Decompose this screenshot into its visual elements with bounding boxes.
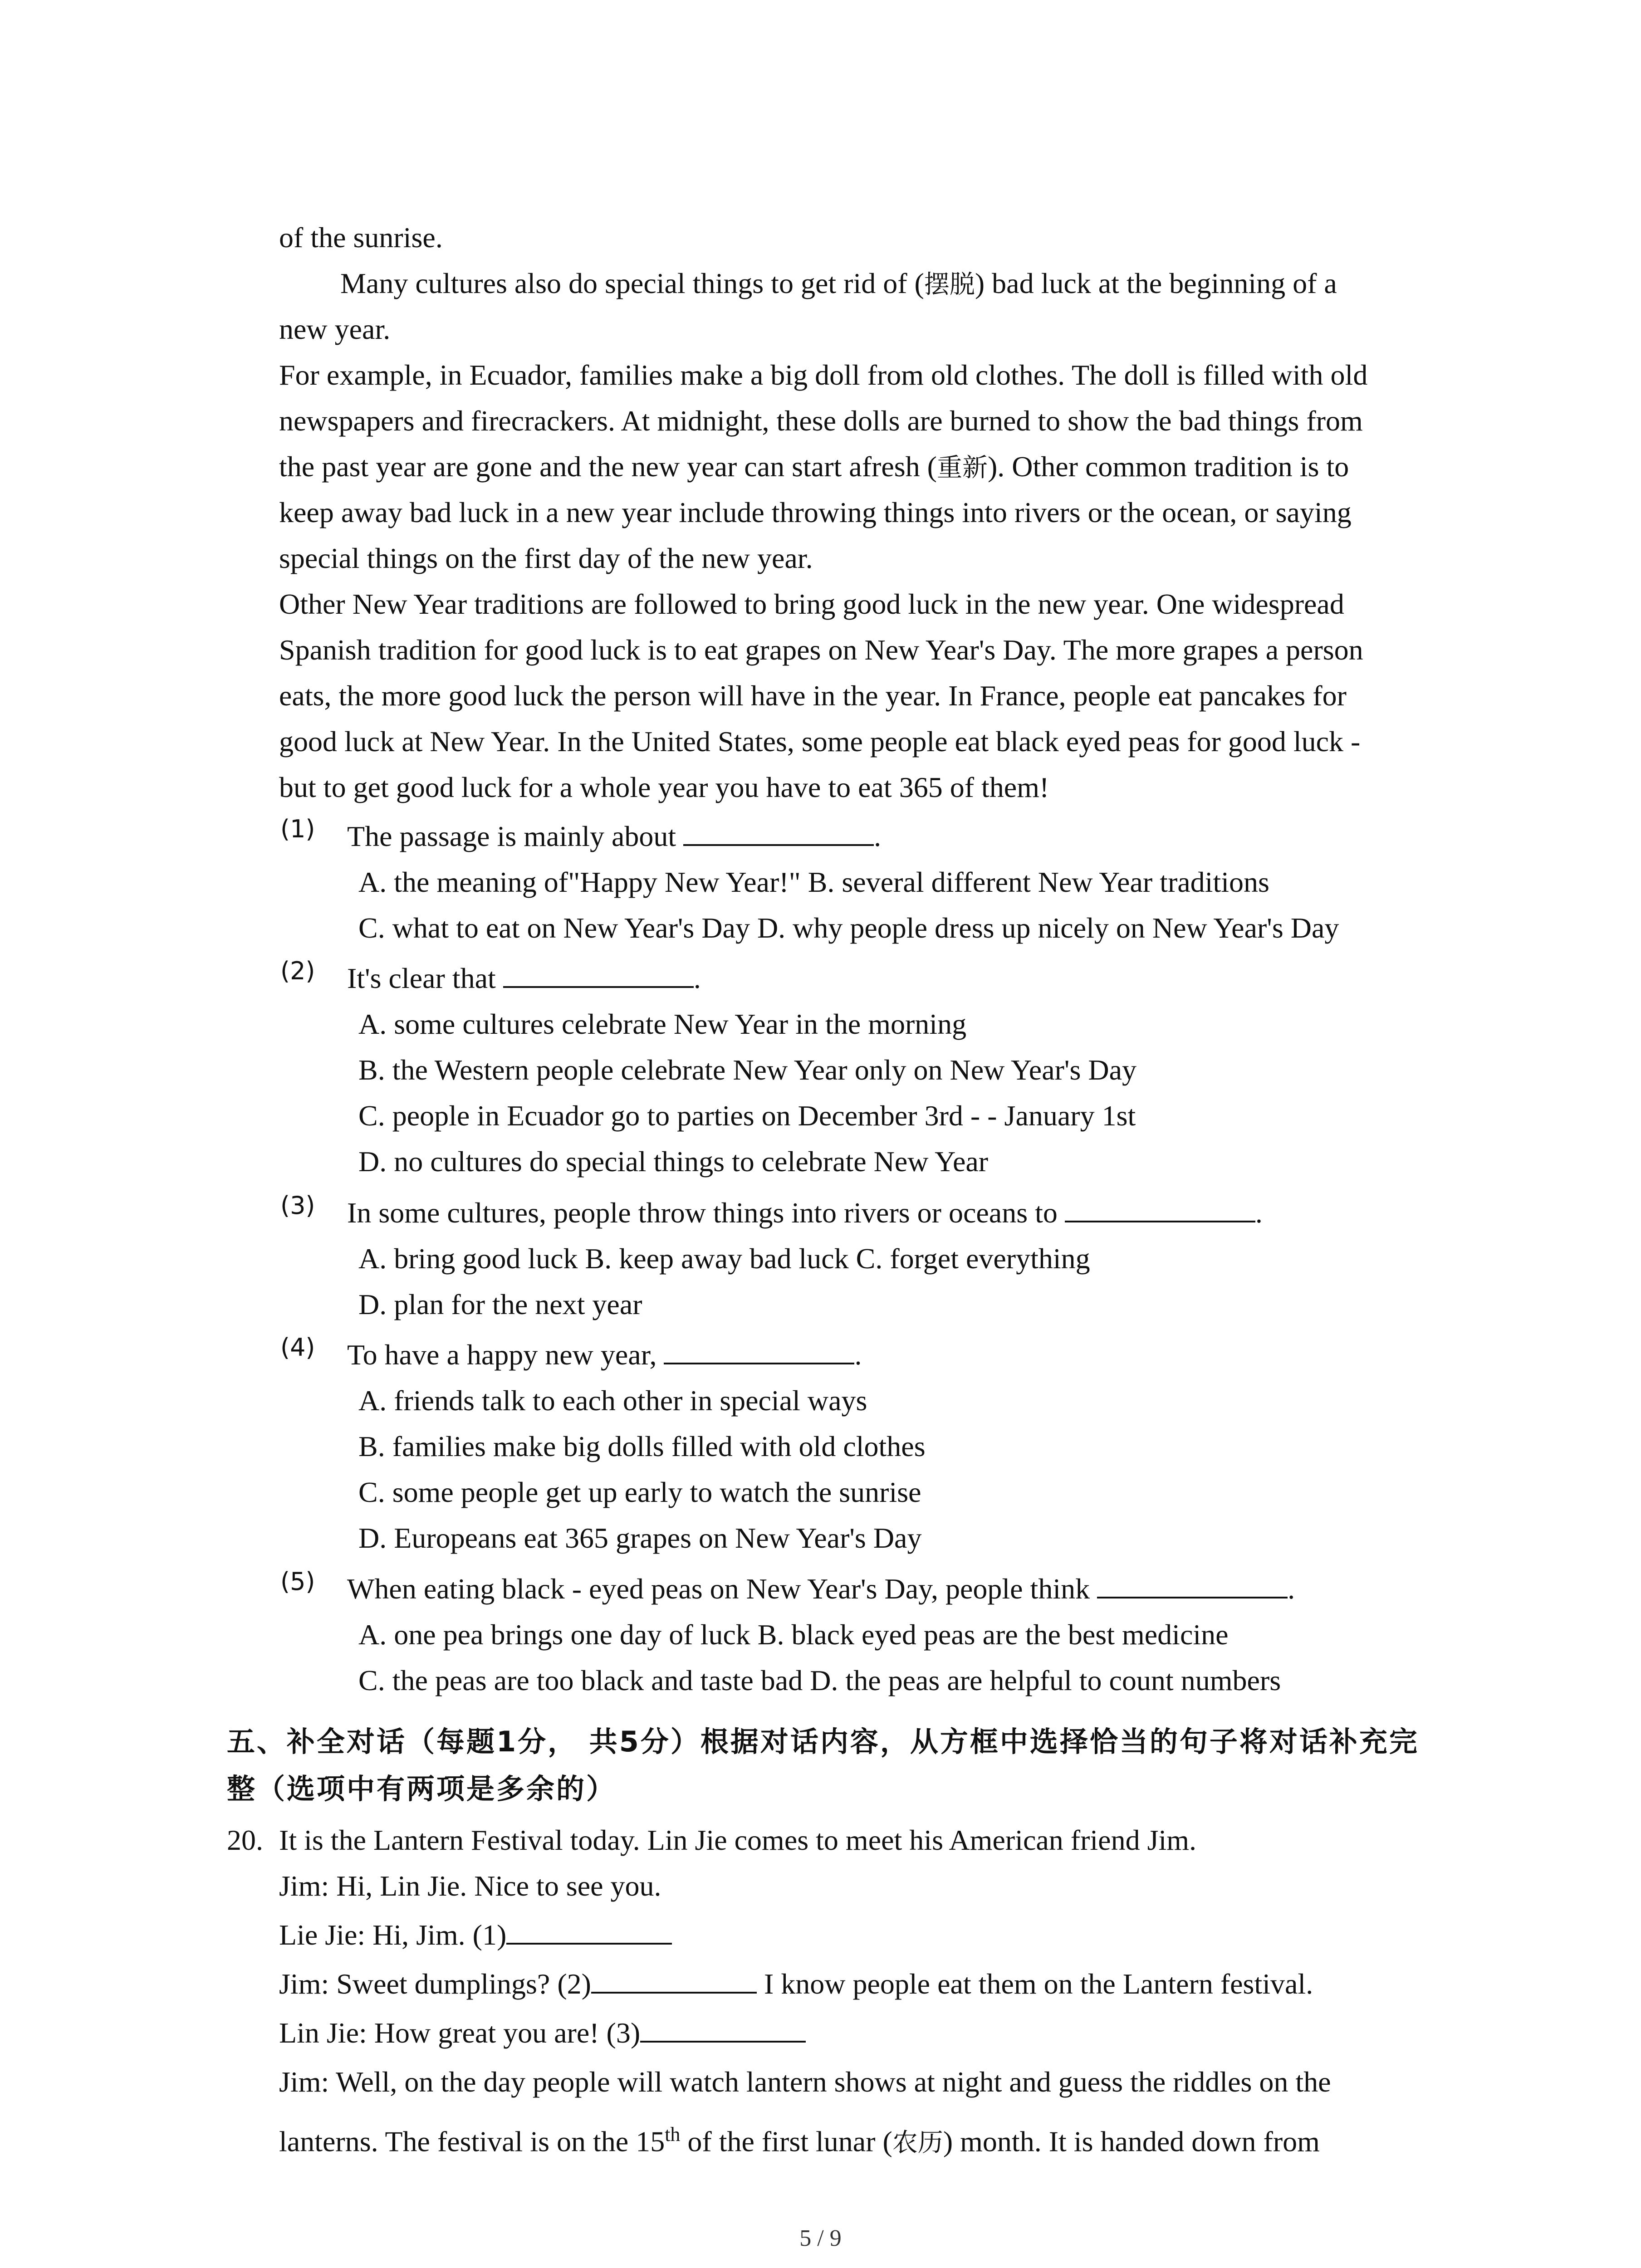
passage-line: keep away bad luck in a new year include throwing things into rivers or the ocean, or saying <box>279 496 1352 528</box>
passage-line: Spanish tradition for good luck is to eat grapes on New Year's Day. The more grapes a person <box>279 634 1363 666</box>
passage-line: Many cultures also do special things to get rid of (摆脱) bad luck at the beginning of a <box>340 267 1337 299</box>
option-line: A. some cultures celebrate New Year in the morning <box>358 1008 967 1040</box>
passage-line: eats, the more good luck the person will have in the year. In France, people eat pancakes for <box>279 679 1347 712</box>
answer-blank[interactable] <box>640 2014 806 2043</box>
passage-line: newspapers and firecrackers. At midnight, these dolls are burned to show the bad things from <box>279 405 1363 437</box>
question-stem: In some cultures, people throw things into rivers or oceans to . <box>347 1190 1263 1236</box>
passage-line: of the sunrise. <box>279 221 443 254</box>
answer-blank[interactable] <box>1065 1194 1255 1222</box>
answer-blank[interactable] <box>1097 1570 1288 1598</box>
passage-line: For example, in Ecuador, families make a big doll from old clothes. The doll is filled with old <box>279 359 1368 391</box>
dialogue-line: Jim: Well, on the day people will watch lantern shows at night and guess the riddles on the <box>279 2066 1331 2098</box>
question-number: (1) <box>280 815 315 843</box>
dialogue-line: lanterns. The festival is on the 15th of the first lunar (农历) month. It is handed down from <box>279 2123 1320 2158</box>
section-heading: 整（选项中有两项是多余的） <box>227 1772 617 1805</box>
page-number: 5 / 9 <box>799 2225 842 2251</box>
question-number: (2) <box>280 957 315 985</box>
answer-blank[interactable] <box>503 960 694 988</box>
option-line: B. the Western people celebrate New Year only on New Year's Day <box>358 1054 1136 1086</box>
option-line: C. some people get up early to watch the sunrise <box>358 1476 921 1508</box>
option-line: D. Europeans eat 365 grapes on New Year's Day <box>358 1522 922 1554</box>
question-stem: The passage is mainly about . <box>347 813 881 859</box>
option-line: C. the peas are too black and taste bad D. the peas are helpful to count numbers <box>358 1664 1281 1696</box>
option-line: D. plan for the next year <box>358 1288 642 1320</box>
option-line: B. families make big dolls filled with old clothes <box>358 1430 926 1462</box>
passage-line: good luck at New Year. In the United States, some people eat black eyed peas for good luck - <box>279 725 1361 758</box>
answer-blank[interactable] <box>506 1916 672 1945</box>
option-line: C. what to eat on New Year's Day D. why people dress up nicely on New Year's Day <box>358 912 1339 944</box>
question-number: (5) <box>280 1567 315 1596</box>
option-line: A. friends talk to each other in special ways <box>358 1384 867 1417</box>
question-number: (3) <box>280 1191 315 1220</box>
answer-blank[interactable] <box>664 1336 854 1364</box>
option-line: A. bring good luck B. keep away bad luck C. forget everything <box>358 1242 1090 1275</box>
option-line: C. people in Ecuador go to parties on December 3rd - - January 1st <box>358 1100 1136 1132</box>
passage-line: new year. <box>279 313 391 345</box>
option-line: A. one pea brings one day of luck B. black eyed peas are the best medicine <box>358 1618 1229 1651</box>
dialogue-line: Jim: Hi, Lin Jie. Nice to see you. <box>279 1870 661 1902</box>
dialogue-line: Lin Jie: How great you are! (3) <box>279 2010 1431 2056</box>
option-line: A. the meaning of"Happy New Year!" B. several different New Year traditions <box>358 866 1269 898</box>
question-number: 20. <box>227 1824 263 1856</box>
answer-blank[interactable] <box>591 1965 757 1994</box>
question-stem: To have a happy new year, . <box>347 1332 862 1378</box>
dialogue-line: Lie Jie: Hi, Jim. (1) <box>279 1912 1431 1958</box>
question-number: (4) <box>280 1333 315 1362</box>
passage-line: but to get good luck for a whole year you have to eat 365 of them! <box>279 771 1049 803</box>
answer-blank[interactable] <box>683 818 874 846</box>
dialogue-line: It is the Lantern Festival today. Lin Jie comes to meet his American friend Jim. <box>279 1824 1197 1856</box>
passage-line: the past year are gone and the new year can start afresh (重新). Other common tradition is to <box>279 450 1349 483</box>
option-line: D. no cultures do special things to celebrate New Year <box>358 1145 989 1178</box>
question-stem: When eating black - eyed peas on New Year's Day, people think . <box>347 1566 1295 1612</box>
passage-line: Other New Year traditions are followed to bring good luck in the new year. One widespread <box>279 588 1344 620</box>
question-stem: It's clear that . <box>347 955 701 1001</box>
section-heading: 五、补全对话（每题1分， 共5分）根据对话内容，从方框中选择恰当的句子将对话补充完 <box>227 1725 1419 1758</box>
dialogue-line: Jim: Sweet dumplings? (2) I know people eat them on the Lantern festival. <box>279 1961 1431 2007</box>
passage-line: special things on the first day of the new year. <box>279 542 813 574</box>
